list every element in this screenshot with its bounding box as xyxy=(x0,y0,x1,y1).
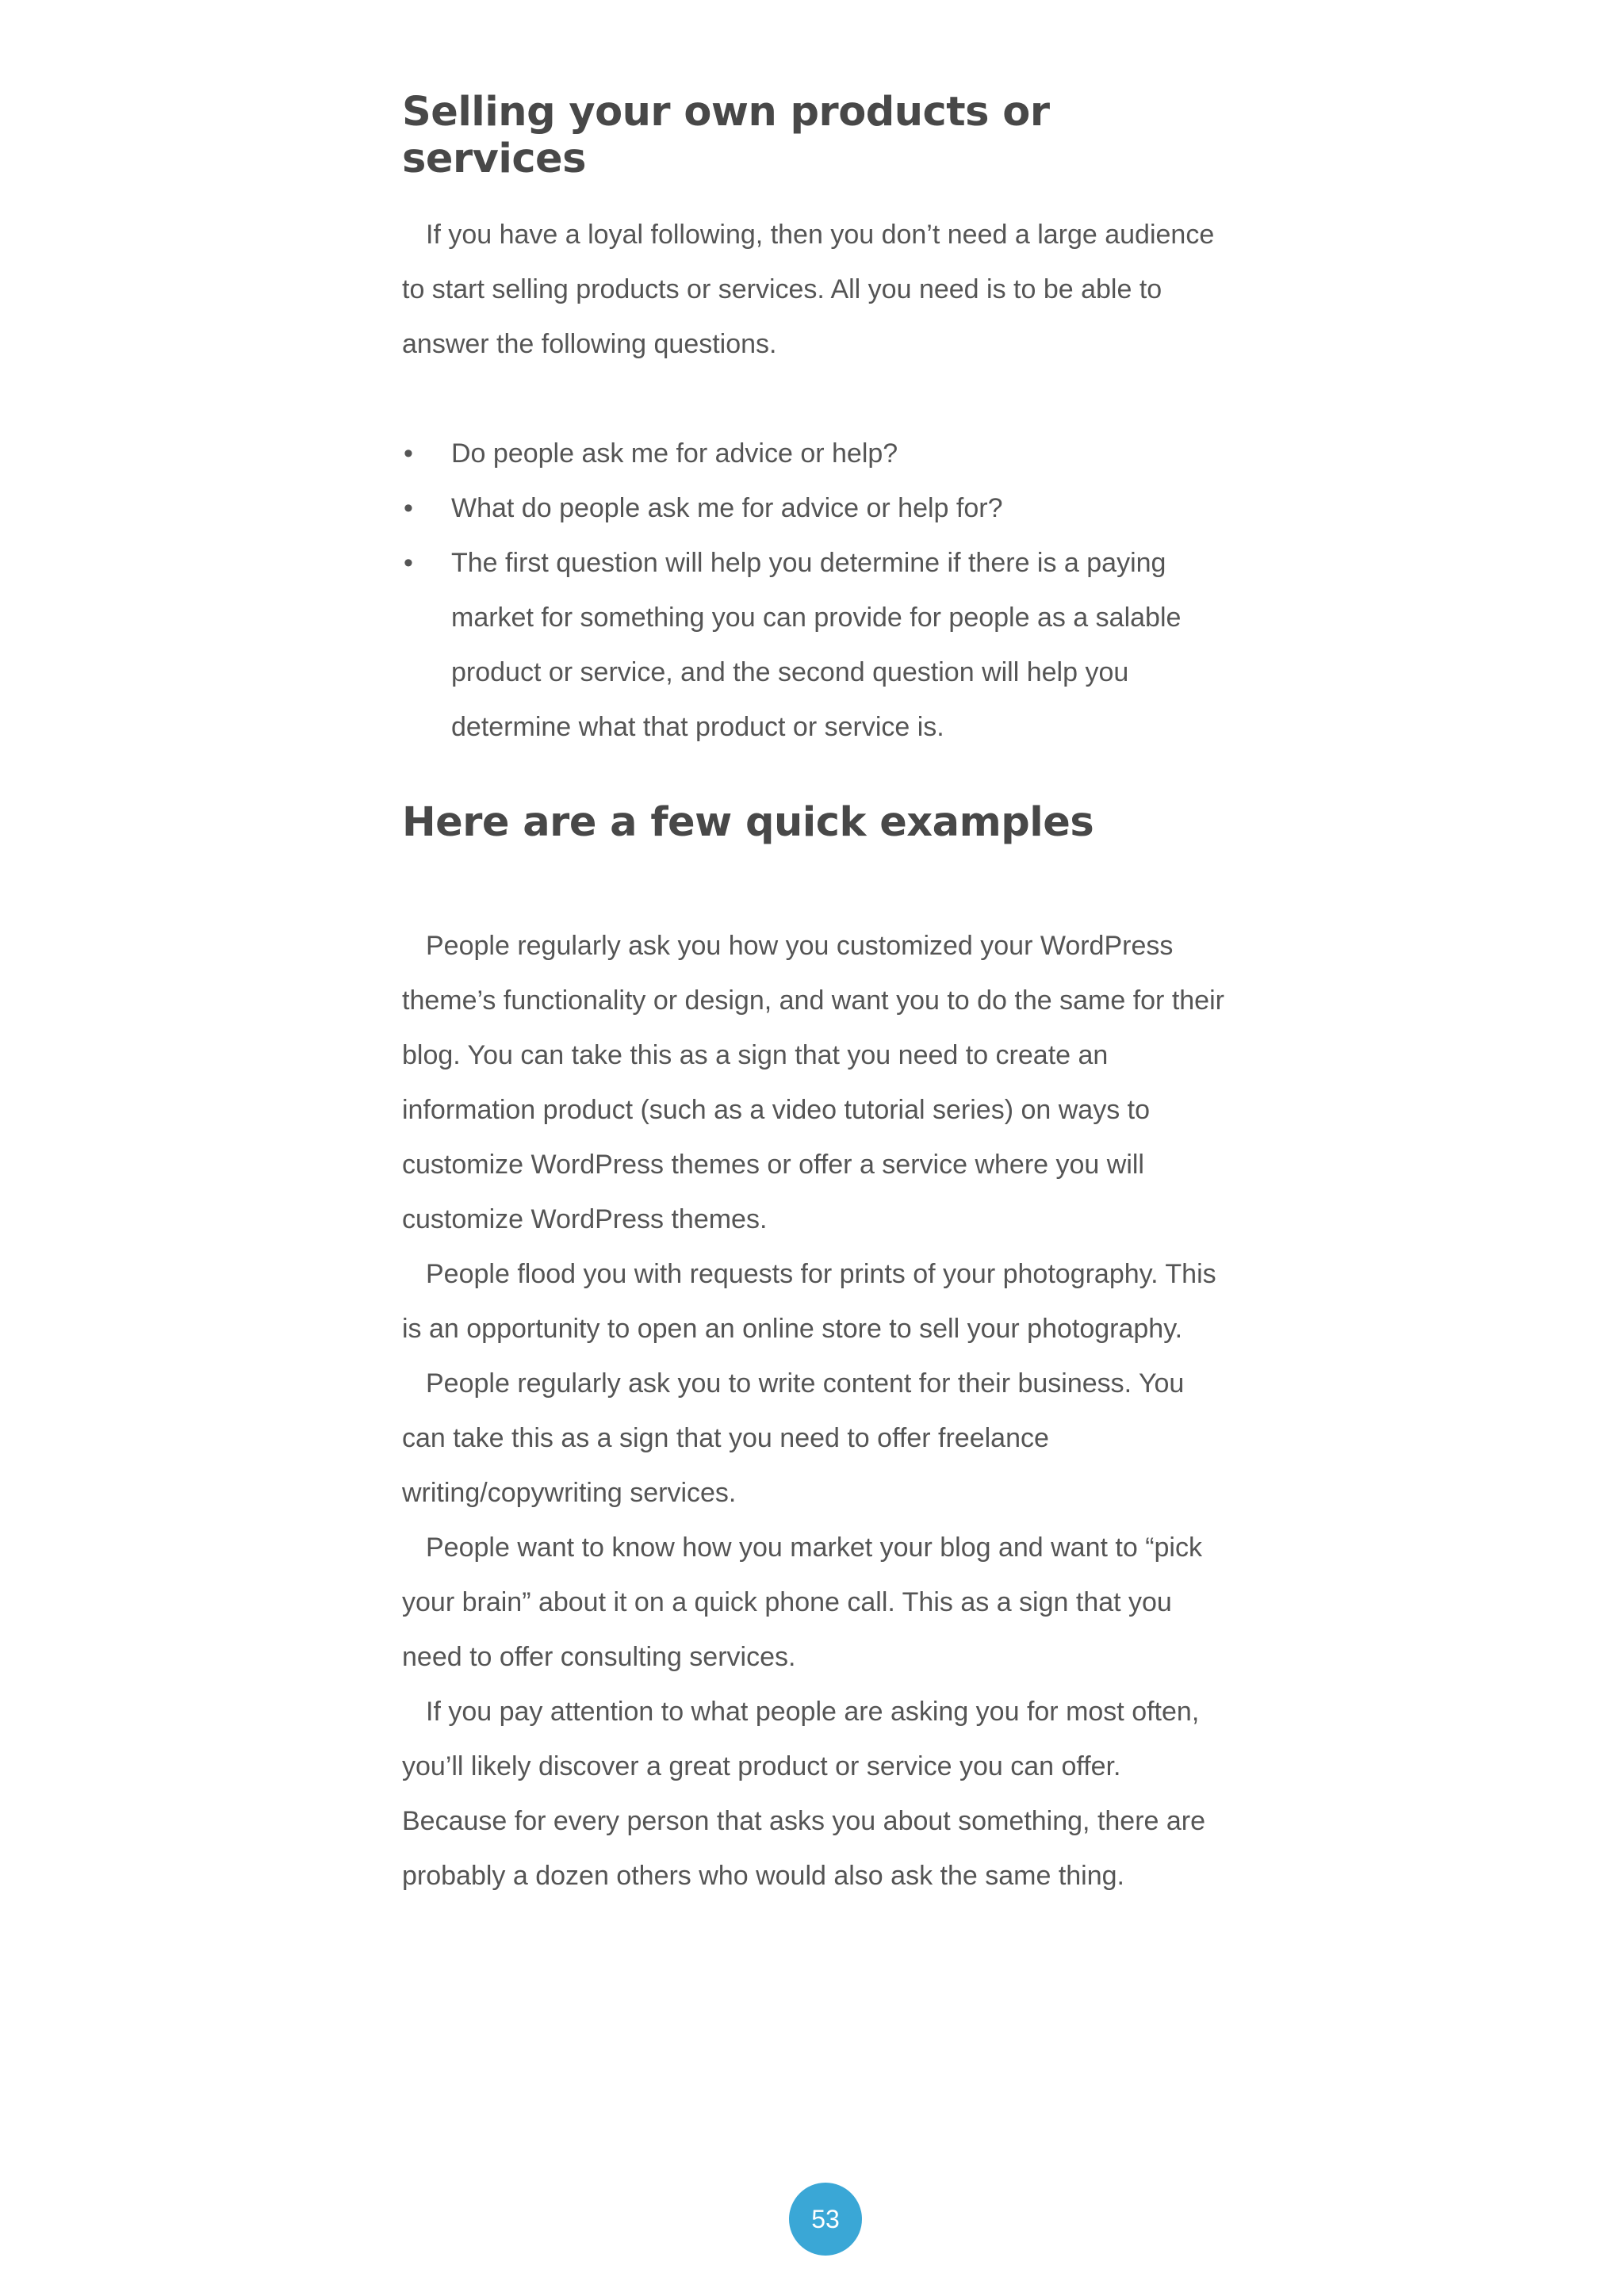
question-list xyxy=(402,427,1227,755)
section-heading-examples: Here are a few quick examples xyxy=(402,799,1094,846)
intro-paragraph: If you have a loyal following, then you don’t need a large audience to start selling products or services. All you need is to be able to answer the following questions. xyxy=(402,220,1215,359)
bullet-marker: • xyxy=(404,548,413,578)
example-paragraph: People regularly ask you to write content for their business. You can take this as a sign that you need to offer freelance writing/copywriting services. xyxy=(402,1368,1185,1508)
list-item-text: What do people ask me for advice or help for? xyxy=(451,493,1003,523)
example-paragraph: People want to know how you market your blog and want to “pick your brain” about it on a quick phone call. This as a sign that you need to offer consulting services. xyxy=(402,1533,1202,1672)
list-item xyxy=(402,481,1227,536)
bullet-marker: • xyxy=(404,438,413,469)
list-item-text: The first question will help you determine if there is a paying market for something you can provide for people as a salable product or service, and the second question will help you determine what that product or service is. xyxy=(451,548,1182,742)
page-number-badge: 53 xyxy=(789,2183,862,2256)
list-item xyxy=(402,536,1227,755)
bullet-marker: • xyxy=(404,493,413,523)
example-paragraph: People regularly ask you how you customized your WordPress theme’s functionality or design, and want you to do the same for their blog. You can take this as a sign that you need to create an information product (such as a video tutorial series) on ways to customize WordPress themes or offer a service where you will customize WordPress themes. xyxy=(402,931,1224,1234)
examples-block xyxy=(402,919,1227,1904)
list-item-text: Do people ask me for advice or help? xyxy=(451,438,898,469)
example-paragraph: People flood you with requests for prints of your photography. This is an opportunity to open an online store to sell your photography. xyxy=(402,1259,1216,1344)
intro-paragraph-block xyxy=(402,208,1227,372)
section-heading-selling: Selling your own products or services xyxy=(402,89,1050,182)
list-item xyxy=(402,427,1227,481)
example-paragraph: If you pay attention to what people are asking you for most often, you’ll likely discover a great product or service you can offer. Because for every person that asks you about something, there are probably a dozen others who would also ask the same thing. xyxy=(402,1697,1206,1891)
